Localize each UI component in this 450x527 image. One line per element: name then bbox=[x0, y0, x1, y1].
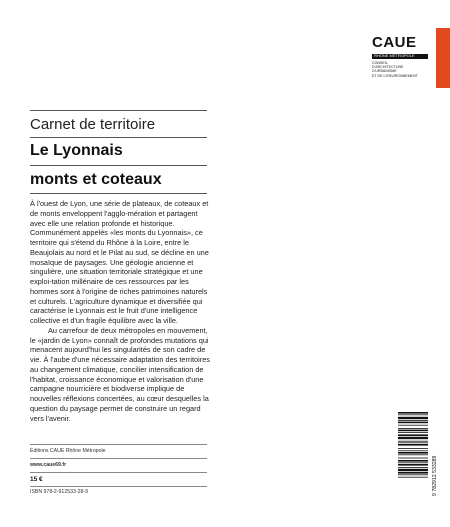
barcode-bar bbox=[398, 425, 428, 426]
logo-subtitle bbox=[372, 61, 418, 78]
barcode-bar bbox=[398, 448, 428, 449]
barcode-bar bbox=[398, 417, 428, 419]
divider bbox=[30, 486, 207, 487]
barcode-bar bbox=[398, 469, 428, 471]
caue-logo bbox=[370, 28, 450, 88]
paragraph: À l'ouest de Lyon, une série de plateaux, de coteaux et de monts enveloppent l'agglo-mération et partagent avec elle une relation profonde et historique. Communément appelés «les monts du Lyonnais», ce territoire qui s'étend du Rhône à la Loire, entre le Beaujolais au nord et le Pilat au sud, se décline en une mosaïque de paysages. Une géologie ancienne et singulière, une situation territoriale stratégique et une exploi-tation millénaire de ces ressources par les hommes sont à l'origine de riches patrimoines naturels et culturels. L'agriculture dynamique et diversifiée qui caractérise le Lyonnais est le fruit d'une intelligence collective et d'un fragile équilibre avec la ville. bbox=[30, 199, 209, 325]
barcode-bar bbox=[398, 460, 428, 462]
barcode-bar bbox=[398, 441, 428, 442]
logo-accent-block bbox=[436, 28, 450, 88]
barcode-bar bbox=[398, 467, 428, 468]
divider bbox=[30, 193, 207, 194]
barcode-bar bbox=[398, 430, 428, 432]
barcode-bar bbox=[398, 444, 428, 446]
barcode bbox=[398, 412, 438, 496]
website: www.caue69.fr bbox=[30, 462, 67, 468]
price: 15 € bbox=[30, 476, 43, 483]
divider bbox=[30, 458, 207, 459]
barcode-bar bbox=[398, 432, 428, 433]
barcode-bar bbox=[398, 454, 428, 455]
barcode-graphic bbox=[398, 412, 438, 496]
logo-bar-text: RHÔNE MÉTROPOLE bbox=[374, 53, 415, 58]
logo-bar bbox=[372, 54, 428, 59]
barcode-bar bbox=[398, 462, 428, 463]
back-cover-text bbox=[30, 199, 210, 423]
logo-sub-line: D'ARCHITECTURE bbox=[372, 65, 404, 70]
barcode-bar bbox=[398, 450, 428, 451]
barcode-bar bbox=[398, 437, 428, 439]
barcode-bar bbox=[398, 442, 428, 443]
series-title: Carnet de territoire bbox=[30, 116, 156, 133]
divider bbox=[30, 137, 207, 138]
book-subtitle: monts et coteaux bbox=[30, 171, 162, 188]
barcode-bar bbox=[398, 412, 428, 414]
logo-sub-line: ET DE L'ENVIRONNEMENT bbox=[372, 73, 418, 78]
barcode-bar bbox=[398, 414, 428, 415]
publisher: Éditions CAUE Rhône Métropole bbox=[30, 448, 106, 454]
barcode-bar bbox=[398, 474, 428, 475]
barcode-bar bbox=[398, 472, 428, 474]
logo-sub-line: D'URBANISME bbox=[372, 69, 397, 74]
divider bbox=[30, 472, 207, 473]
barcode-bar bbox=[398, 428, 428, 429]
barcode-bar bbox=[398, 477, 428, 478]
divider bbox=[30, 444, 207, 445]
divider bbox=[30, 165, 207, 166]
divider bbox=[30, 110, 207, 111]
barcode-bar bbox=[398, 420, 428, 421]
barcode-digits: 9 782912 533289 bbox=[432, 455, 438, 496]
paragraph: Au carrefour de deux métropoles en mouvement, le «jardin de Lyon» connaît de profondes mutations qui menacent aujourd'hui les singularités de son cadre de vie. À l'aube d'une nécessaire adaptation des territoires au changement climatique, concilier intensification de l'habitat, croissance économique et valorisation d'une campagne nourricière et biodiverse implique de nouvelles réflexions concertées, au cœur desquelles la question du paysage permet de construire un regard vers l'avenir. bbox=[30, 325, 210, 423]
barcode-bar bbox=[398, 434, 428, 436]
barcode-bar bbox=[398, 464, 428, 466]
logo-wordmark: CAUE bbox=[372, 34, 417, 51]
barcode-bar bbox=[398, 458, 428, 459]
isbn: ISBN 978-2-912533-28-9 bbox=[30, 489, 88, 495]
barcode-bar bbox=[398, 452, 428, 454]
barcode-bar bbox=[398, 422, 428, 424]
book-title: Le Lyonnais bbox=[30, 142, 123, 159]
logo-sub-line: CONSEIL bbox=[372, 61, 388, 65]
